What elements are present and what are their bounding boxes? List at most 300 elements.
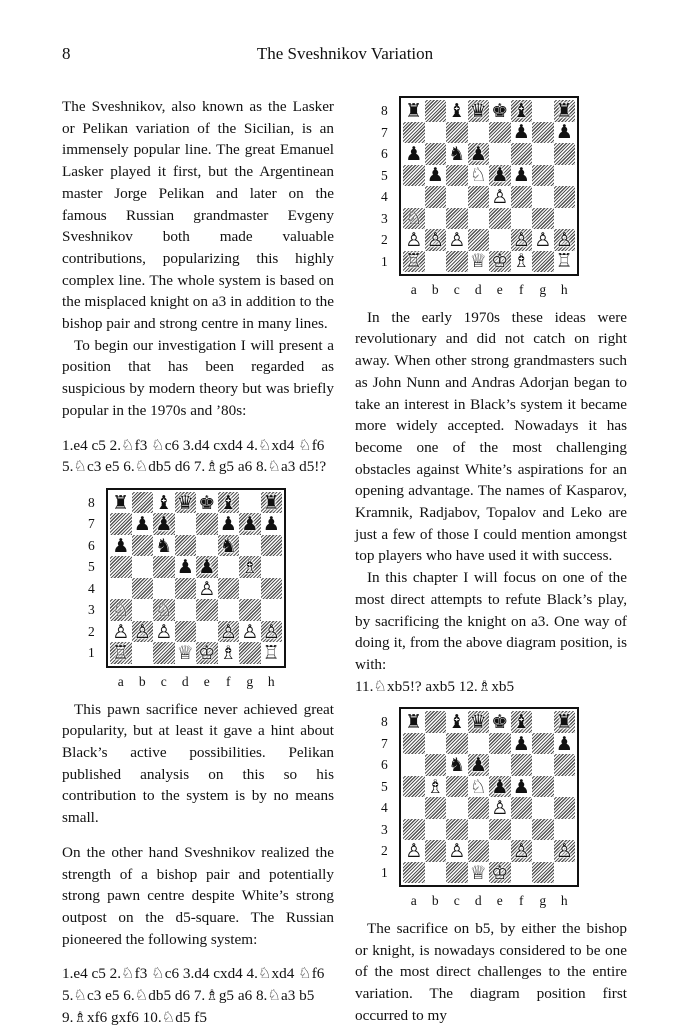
chess-piece: ♙ <box>405 228 423 251</box>
paragraph: The Sveshnikov, also known as the Lasker or Pelikan variation of the Sicilian, is an immensely popular line. The great Emanuel Lasker played it first, but the Argentinean master Jorge Pelikan and later on the famous Russian grandmaster Evgeny Sveshnikov both made valuable contributions, popularizing this highly complex line. The whole system is based on the misplaced knight on a3 in addition to the bishop pair and strong centre in many lines. <box>62 98 334 333</box>
paragraph: On the other hand Sveshnikov realized the strength of a bishop pair and potentially strong pawn centre despite White’s strong outpost on the d5-square. The Russian pioneered the following system: <box>62 843 334 948</box>
board-square <box>110 578 132 600</box>
board-square <box>489 100 511 122</box>
rank-label: 3 <box>381 210 388 226</box>
board-square <box>489 208 511 230</box>
board-square <box>175 492 197 514</box>
board-square <box>425 143 447 165</box>
board-square <box>489 733 511 755</box>
board-square <box>175 599 197 621</box>
chess-piece: ♟ <box>176 556 194 579</box>
board-square <box>511 100 533 122</box>
board-square <box>446 208 468 230</box>
chess-piece: ♙ <box>448 840 466 863</box>
chess-piece: ♘ <box>405 207 423 230</box>
rank-labels <box>88 492 106 664</box>
chess-piece: ♙ <box>426 228 444 251</box>
file-label: f <box>226 673 231 689</box>
board-square <box>446 165 468 187</box>
chess-board <box>106 488 286 668</box>
board-square <box>425 819 447 841</box>
board-square <box>532 733 554 755</box>
board-square <box>239 578 261 600</box>
board-square <box>468 711 490 733</box>
board-square <box>110 556 132 578</box>
board-square <box>446 229 468 251</box>
board-square <box>489 143 511 165</box>
board-square <box>511 143 533 165</box>
board-square <box>175 535 197 557</box>
board-square <box>425 797 447 819</box>
chess-piece: ♝ <box>448 99 466 122</box>
chess-piece: ♝ <box>512 99 530 122</box>
board-square <box>489 840 511 862</box>
chess-piece: ♙ <box>512 840 530 863</box>
board-square <box>261 642 283 664</box>
board-square <box>532 754 554 776</box>
paragraph: The sacrifice on b5, by either the bishop or knight, is nowadays considered to be one of the most direct challenges to the entire variation. The diagram position first occurred to my <box>355 920 627 1024</box>
board-square <box>554 165 576 187</box>
chess-piece: ♘ <box>155 599 173 622</box>
board-square <box>110 535 132 557</box>
board-square <box>218 642 240 664</box>
board-square <box>196 513 218 535</box>
board-square <box>468 819 490 841</box>
chess-piece: ♗ <box>512 250 530 273</box>
board-square <box>239 599 261 621</box>
board-square <box>511 122 533 144</box>
board-square <box>175 621 197 643</box>
board-square <box>489 229 511 251</box>
board-square <box>261 599 283 621</box>
chess-piece: ♖ <box>555 250 573 273</box>
board-square <box>446 711 468 733</box>
board-square <box>403 776 425 798</box>
board-square <box>532 229 554 251</box>
paragraph: In this chapter I will focus on one of the most direct attempts to refute Black’s play, by sacrificing the knight on a3. One way of doing it, from the above diagram position, is with: <box>355 569 627 673</box>
file-label: a <box>117 673 124 689</box>
move-sequence: 1.e4 c5 2.♘f3 ♘c6 3.d4 cxd4 4.♘xd4 ♘f6 5.♘c3 e5 6.♘db5 d6 7.♗g5 a6 8.♘a3 d5!? <box>62 436 327 476</box>
chess-piece: ♞ <box>155 534 173 557</box>
file-label: d <box>474 893 482 909</box>
board-square <box>196 578 218 600</box>
board-square <box>425 208 447 230</box>
chess-piece: ♟ <box>512 775 530 798</box>
rank-labels <box>381 711 399 883</box>
board-square <box>511 229 533 251</box>
chess-piece: ♜ <box>405 99 423 122</box>
board-square <box>425 165 447 187</box>
board-square <box>532 100 554 122</box>
right-column <box>355 96 627 1027</box>
chess-piece: ♖ <box>112 642 130 665</box>
board-square <box>153 599 175 621</box>
chess-piece: ♜ <box>405 711 423 734</box>
chess-piece: ♕ <box>469 861 487 884</box>
board-square <box>403 208 425 230</box>
file-label: d <box>474 282 482 297</box>
file-labels <box>399 279 579 301</box>
board-square <box>511 251 533 273</box>
file-labels <box>399 890 579 912</box>
file-label: e <box>496 282 503 297</box>
board-square <box>554 122 576 144</box>
chess-piece: ♟ <box>555 732 573 755</box>
file-label: c <box>453 282 460 297</box>
board-square <box>468 862 490 884</box>
paragraph: In the early 1970s these ideas were revolutionary and did not catch on right away. When other strong grandmasters such as John Nunn and Andras Adorjan began to take an interest in Black’s system it became more widely accepted. Nowadays it has become one of the most challenging obstacles against White’s aspirations for an opening advantage. The names of Kasparov, Kramnik, Radjabov, Topalov and Leko are just a few of those I could mention amongst top players who have used it with success. <box>355 308 627 565</box>
rank-label: 3 <box>381 821 388 837</box>
board-square <box>489 819 511 841</box>
rank-label: 6 <box>381 757 388 773</box>
page-number: 8 <box>62 44 71 63</box>
chess-piece: ♔ <box>198 642 216 665</box>
board-square <box>511 840 533 862</box>
board-square <box>218 599 240 621</box>
board-square <box>110 492 132 514</box>
board-square <box>489 754 511 776</box>
chess-piece: ♙ <box>491 185 509 208</box>
chess-piece: ♚ <box>491 711 509 734</box>
rank-label: 1 <box>381 864 388 880</box>
board-square <box>153 535 175 557</box>
board-square <box>132 535 154 557</box>
move-sequence: 11.♘xb5!? axb5 12.♗xb5 <box>355 677 515 695</box>
rank-label: 7 <box>381 124 388 140</box>
board-square <box>446 797 468 819</box>
board-square <box>425 100 447 122</box>
chess-piece: ♙ <box>534 228 552 251</box>
board-square <box>196 621 218 643</box>
board-square <box>403 711 425 733</box>
board-square <box>468 251 490 273</box>
file-label: b <box>431 282 439 297</box>
board-square <box>132 556 154 578</box>
board-square <box>132 578 154 600</box>
chess-piece: ♙ <box>491 797 509 820</box>
board-square <box>554 251 576 273</box>
chess-piece: ♙ <box>219 620 237 643</box>
rank-label: 5 <box>381 167 388 183</box>
chess-piece: ♝ <box>155 491 173 514</box>
rank-label: 8 <box>381 714 388 730</box>
board-square <box>511 754 533 776</box>
chess-diagram-1 <box>88 488 334 693</box>
chess-piece: ♛ <box>469 711 487 734</box>
chess-piece: ♛ <box>176 491 194 514</box>
board-square <box>132 492 154 514</box>
file-label: f <box>519 893 524 909</box>
board-square <box>196 556 218 578</box>
board-square <box>468 754 490 776</box>
board-square <box>532 711 554 733</box>
board-square <box>446 100 468 122</box>
board-square <box>196 492 218 514</box>
running-title: The Sveshnikov Variation <box>256 44 434 63</box>
chess-piece: ♜ <box>555 99 573 122</box>
board-square <box>554 711 576 733</box>
file-label: c <box>453 893 460 909</box>
board-square <box>511 862 533 884</box>
chess-piece: ♙ <box>405 840 423 863</box>
board-square <box>554 862 576 884</box>
board-square <box>554 186 576 208</box>
board-square <box>511 208 533 230</box>
board-square <box>425 733 447 755</box>
chess-piece: ♟ <box>491 775 509 798</box>
chess-piece: ♜ <box>112 491 130 514</box>
file-label: b <box>431 893 439 909</box>
board-square <box>511 776 533 798</box>
board-square <box>511 819 533 841</box>
board-square <box>554 100 576 122</box>
board-square <box>446 186 468 208</box>
board-square <box>532 819 554 841</box>
board-square <box>153 513 175 535</box>
board-square <box>153 556 175 578</box>
board-square <box>468 733 490 755</box>
file-label: a <box>410 282 417 297</box>
board-square <box>425 251 447 273</box>
board-square <box>132 599 154 621</box>
board-square <box>261 556 283 578</box>
chess-piece: ♙ <box>555 840 573 863</box>
rank-label: 2 <box>381 232 388 247</box>
rank-label: 8 <box>381 103 388 118</box>
chess-piece: ♝ <box>512 711 530 734</box>
board-square <box>489 251 511 273</box>
board-square <box>153 621 175 643</box>
board-square <box>218 535 240 557</box>
rank-labels <box>381 100 399 272</box>
board-square <box>468 797 490 819</box>
board-square <box>196 535 218 557</box>
board-square <box>532 165 554 187</box>
chess-piece: ♟ <box>198 556 216 579</box>
board-square <box>425 122 447 144</box>
chess-piece: ♚ <box>491 99 509 122</box>
rank-label: 7 <box>88 516 95 532</box>
board-square <box>446 776 468 798</box>
chess-piece: ♟ <box>219 513 237 536</box>
chess-piece: ♜ <box>262 491 280 514</box>
board-square <box>110 642 132 664</box>
chess-piece: ♟ <box>133 513 151 536</box>
board-square <box>446 754 468 776</box>
board-square <box>175 642 197 664</box>
chess-piece: ♞ <box>219 534 237 557</box>
rank-label: 7 <box>381 735 388 751</box>
board-square <box>403 797 425 819</box>
rank-label: 8 <box>88 494 95 510</box>
rank-label: 3 <box>88 602 95 618</box>
file-label: b <box>138 673 146 689</box>
board-square <box>511 186 533 208</box>
file-label: c <box>160 673 167 689</box>
chess-board <box>399 96 579 276</box>
rank-label: 4 <box>381 189 388 204</box>
board-square <box>196 599 218 621</box>
board-square <box>511 165 533 187</box>
chess-piece: ♙ <box>155 620 173 643</box>
board-square <box>261 578 283 600</box>
chess-piece: ♞ <box>448 754 466 777</box>
chess-piece: ♖ <box>405 250 423 273</box>
chess-piece: ♕ <box>176 642 194 665</box>
board-square <box>532 776 554 798</box>
board-square <box>446 122 468 144</box>
board-square <box>403 122 425 144</box>
board-square <box>554 229 576 251</box>
chess-piece: ♖ <box>262 642 280 665</box>
rank-label: 6 <box>381 146 388 161</box>
rank-label: 4 <box>88 580 95 596</box>
board-square <box>489 165 511 187</box>
chess-board <box>399 707 579 887</box>
chess-piece: ♟ <box>469 754 487 777</box>
rank-label: 6 <box>88 537 95 553</box>
board-square <box>511 797 533 819</box>
board-square <box>554 208 576 230</box>
chess-piece: ♝ <box>448 711 466 734</box>
board-square <box>403 754 425 776</box>
board-square <box>489 122 511 144</box>
board-square <box>218 621 240 643</box>
board-square <box>425 711 447 733</box>
board-square <box>468 208 490 230</box>
chess-piece: ♔ <box>491 861 509 884</box>
file-label: d <box>181 673 189 689</box>
board-square <box>554 819 576 841</box>
chess-piece: ♕ <box>469 250 487 273</box>
file-label: h <box>560 282 568 297</box>
board-square <box>239 535 261 557</box>
board-square <box>532 143 554 165</box>
board-square <box>425 186 447 208</box>
board-square <box>403 229 425 251</box>
chess-piece: ♟ <box>512 732 530 755</box>
board-square <box>218 492 240 514</box>
board-square <box>468 122 490 144</box>
board-square <box>110 513 132 535</box>
board-square <box>489 776 511 798</box>
file-label: f <box>519 282 524 297</box>
chess-piece: ♟ <box>512 121 530 144</box>
board-square <box>446 819 468 841</box>
file-labels <box>106 671 286 693</box>
board-square <box>403 840 425 862</box>
board-square <box>175 578 197 600</box>
board-square <box>132 642 154 664</box>
file-label: g <box>246 673 254 689</box>
board-square <box>218 578 240 600</box>
paragraph: To begin our investigation I will present a position that has been regarded as suspicious by modern theory but was briefly popular in the 1970s and ’80s: <box>62 336 334 419</box>
board-square <box>489 186 511 208</box>
board-square <box>403 100 425 122</box>
chess-piece: ♚ <box>198 491 216 514</box>
board-square <box>425 229 447 251</box>
board-square <box>532 862 554 884</box>
rank-label: 5 <box>381 778 388 794</box>
board-square <box>446 251 468 273</box>
board-square <box>403 165 425 187</box>
chess-diagram-2 <box>381 96 627 301</box>
chess-diagram-3 <box>381 707 627 912</box>
board-square <box>554 776 576 798</box>
chess-piece: ♙ <box>555 228 573 251</box>
board-square <box>468 143 490 165</box>
board-square <box>554 733 576 755</box>
file-label: h <box>560 893 568 909</box>
chess-piece: ♟ <box>491 164 509 187</box>
board-square <box>468 100 490 122</box>
chess-piece: ♟ <box>155 513 173 536</box>
file-label: e <box>203 673 210 689</box>
board-square <box>446 862 468 884</box>
board-square <box>554 754 576 776</box>
chess-piece: ♜ <box>555 711 573 734</box>
board-square <box>554 797 576 819</box>
board-square <box>261 513 283 535</box>
chess-piece: ♙ <box>133 620 151 643</box>
board-square <box>218 556 240 578</box>
board-square <box>153 642 175 664</box>
chess-piece: ♘ <box>469 164 487 187</box>
board-square <box>468 186 490 208</box>
paragraph: This pawn sacrifice never achieved great popularity, but at least it gave a hint about Black’s active possibilities. Pelikan published analysis on this so his contribution to the system is by no means small. <box>62 700 334 827</box>
rank-label: 4 <box>381 800 388 816</box>
rank-label: 2 <box>88 623 95 639</box>
board-square <box>489 797 511 819</box>
board-square <box>175 513 197 535</box>
board-square <box>425 862 447 884</box>
chess-piece: ♙ <box>512 228 530 251</box>
board-square <box>511 733 533 755</box>
chess-piece: ♟ <box>112 534 130 557</box>
chess-piece: ♟ <box>426 164 444 187</box>
file-label: e <box>496 893 503 909</box>
chess-piece: ♛ <box>469 99 487 122</box>
board-square <box>403 733 425 755</box>
board-square <box>554 143 576 165</box>
chess-piece: ♞ <box>448 142 466 165</box>
chess-piece: ♔ <box>491 250 509 273</box>
board-square <box>239 513 261 535</box>
board-square <box>489 862 511 884</box>
chess-piece: ♗ <box>219 642 237 665</box>
file-label: g <box>539 282 547 297</box>
chess-piece: ♘ <box>469 775 487 798</box>
chess-piece: ♝ <box>219 491 237 514</box>
board-square <box>468 840 490 862</box>
board-square <box>511 711 533 733</box>
chess-piece: ♙ <box>448 228 466 251</box>
board-square <box>239 556 261 578</box>
board-square <box>403 143 425 165</box>
board-square <box>132 621 154 643</box>
rank-label: 1 <box>88 645 95 661</box>
board-square <box>153 492 175 514</box>
board-square <box>554 840 576 862</box>
board-square <box>446 143 468 165</box>
chess-piece: ♙ <box>262 620 280 643</box>
board-square <box>218 513 240 535</box>
board-square <box>196 642 218 664</box>
board-square <box>132 513 154 535</box>
board-square <box>110 599 132 621</box>
board-square <box>261 492 283 514</box>
board-square <box>261 535 283 557</box>
